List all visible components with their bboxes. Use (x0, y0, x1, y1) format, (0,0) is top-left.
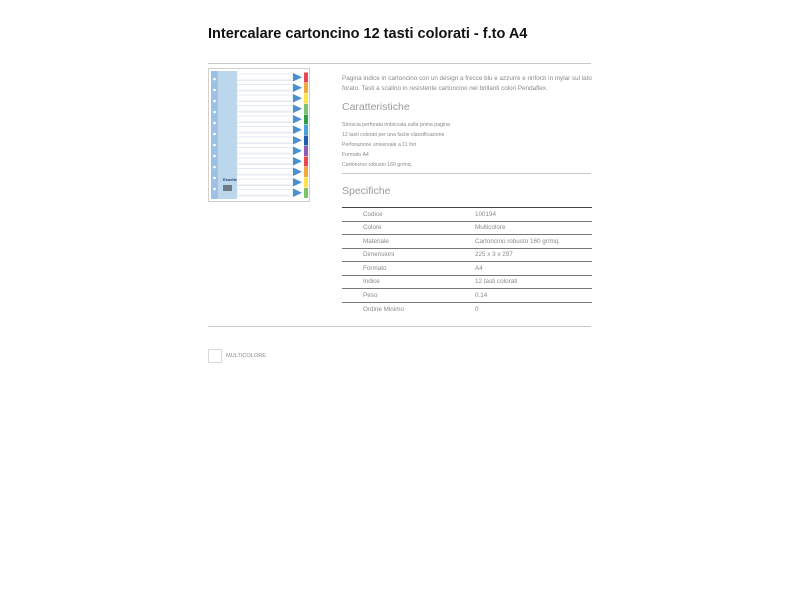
punch-hole (213, 122, 216, 125)
punch-hole (213, 100, 216, 103)
spec-value: A4 (475, 262, 592, 276)
punch-hole (213, 188, 216, 191)
spec-key: Materiale (342, 235, 475, 249)
color-tab (304, 136, 308, 146)
spec-key: Formato (342, 262, 475, 276)
spec-key: Colore (342, 221, 475, 235)
punch-hole (213, 144, 216, 147)
punch-hole (213, 78, 216, 81)
index-arrow (293, 136, 302, 145)
index-arrow (293, 94, 302, 103)
color-tab (304, 146, 308, 156)
spec-value: 0 (475, 302, 592, 316)
color-tab (304, 94, 308, 104)
tab-divider-product-image (209, 69, 309, 201)
table-row (342, 208, 592, 222)
spec-value: Multicolore (475, 221, 592, 235)
index-arrow (293, 84, 302, 93)
characteristics-list (342, 120, 592, 170)
punch-hole (213, 89, 216, 92)
spec-key: Indice (342, 275, 475, 289)
list-item: 12 tasti colorati per una facile classificazione (342, 132, 445, 139)
index-arrow (293, 178, 302, 187)
page-title: Intercalare cartoncino 12 tasti colorati - f.to A4 (208, 26, 528, 42)
color-tab (304, 104, 308, 114)
specs-table (342, 207, 592, 316)
spec-key: Peso (342, 289, 475, 303)
product-description: Pagina indice in cartoncino con un design a frecce blu e azzurre e rinforzi in mylar sul lato forato. Tasti a scalino in resistente cartoncino nei brillanti colori Pendaflex. (342, 75, 592, 92)
spec-value: 12 tasti colorati (475, 275, 592, 289)
table-row (342, 221, 592, 235)
color-tab (304, 125, 308, 135)
spec-value: 225 x 3 x 297 (475, 248, 592, 262)
table-row (342, 262, 592, 276)
index-arrow (293, 189, 302, 198)
list-item: Cartoncino robusto 160 gr/mq. (342, 162, 413, 169)
table-row (342, 235, 592, 249)
product-code-label (223, 185, 232, 191)
table-row (342, 289, 592, 303)
characteristics-divider (342, 173, 591, 174)
index-arrow (293, 73, 302, 82)
punch-hole (213, 133, 216, 136)
spec-value: 100194 (475, 208, 592, 222)
spec-key: Codice (342, 208, 475, 222)
index-arrow (293, 168, 302, 177)
specs-heading: Specifiche (342, 185, 391, 197)
punch-hole (213, 166, 216, 169)
color-tab (304, 73, 308, 83)
color-swatch-label: MULTICOLORE (226, 353, 266, 359)
characteristics-heading: Caratteristiche (342, 101, 410, 113)
punch-hole (213, 111, 216, 114)
list-item: Stroscia perforata imbiccata sulla prima pagina (342, 122, 450, 128)
index-arrow (293, 115, 302, 124)
table-row (342, 248, 592, 262)
color-tab (304, 178, 308, 188)
list-item: Formato A4 (342, 152, 369, 159)
color-tab (304, 167, 308, 177)
top-divider (208, 63, 591, 64)
list-item: Perforazione universale a 11 fori (342, 142, 417, 149)
color-tab (304, 157, 308, 167)
color-swatch-multicolore[interactable] (208, 349, 222, 363)
product-image[interactable] (208, 68, 310, 202)
index-arrow (293, 126, 302, 135)
table-row (342, 302, 592, 316)
bottom-divider (208, 326, 591, 327)
color-tab (304, 83, 308, 93)
color-tab (304, 188, 308, 198)
spec-value: Cartoncino robusto 160 gr/mq. (475, 235, 592, 249)
spec-key: Ordine Minimo (342, 302, 475, 316)
spec-value: 0.14 (475, 289, 592, 303)
spec-key: Dimensioni (342, 248, 475, 262)
index-arrow (293, 157, 302, 166)
index-arrow (293, 105, 302, 114)
index-arrow (293, 147, 302, 156)
brand-logo: Esselte (223, 177, 238, 182)
color-tab (304, 115, 308, 125)
punch-hole (213, 155, 216, 158)
table-row (342, 275, 592, 289)
punch-hole (213, 177, 216, 180)
